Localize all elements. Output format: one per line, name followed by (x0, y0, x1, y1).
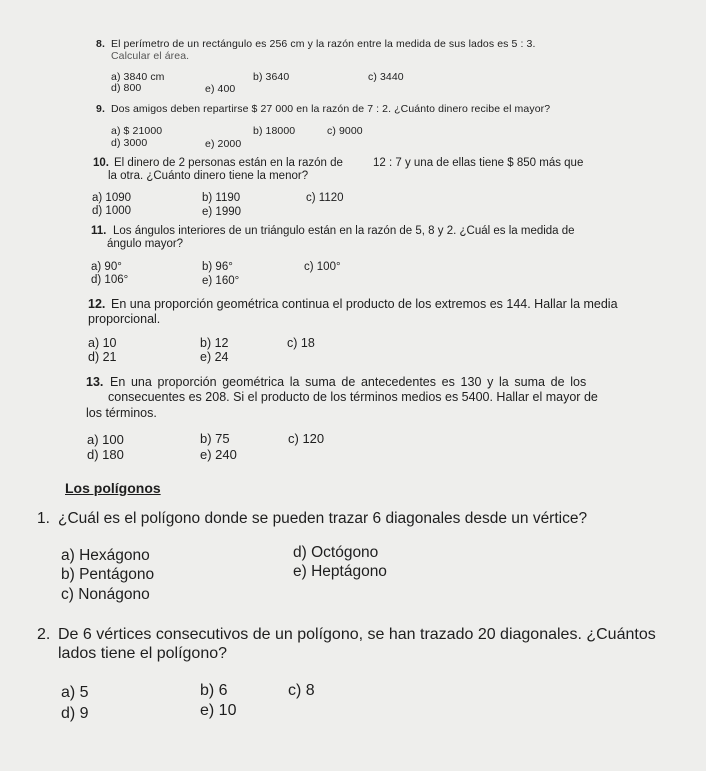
option-c: c) 18 (287, 336, 315, 350)
question-text: los términos. (86, 406, 157, 420)
question-number: 2. (37, 626, 51, 643)
question-text: consecuentes es 208. Si el producto de los términos medios es 5400. Hallar el mayor de (108, 390, 598, 404)
option-b: b) 18000 (253, 125, 296, 137)
option-e: e) 160° (202, 275, 240, 287)
question-number: 13. (86, 375, 104, 389)
option-e: e) 10 (200, 702, 237, 719)
option-d: d) 1000 (92, 205, 132, 217)
option-a: a) 1090 (92, 192, 132, 204)
question-text: El dinero de 2 personas están en la razón de (114, 157, 343, 169)
option-c: c) 1120 (306, 192, 344, 204)
option-c: c) 3440 (368, 71, 404, 83)
option-c: c) 8 (288, 682, 315, 699)
question-text: El perímetro de un rectángulo es 256 cm y la razón entre la medida de sus lados es 5 : 3. (111, 38, 536, 50)
option-c: c) 120 (288, 431, 325, 446)
option-b: b) 75 (200, 431, 230, 446)
option-c: c) 9000 (327, 125, 363, 137)
option-e: e) 240 (200, 447, 237, 462)
question-text: ¿Cuál es el polígono donde se pueden trazar 6 diagonales desde un vértice? (58, 510, 588, 527)
question-text: De 6 vértices consecutivos de un polígono, se han trazado 20 diagonales. ¿Cuántos (58, 626, 656, 643)
question-text: En una proporción geométrica continua el producto de los extremos es 144. Hallar la media (111, 297, 618, 311)
option-e: e) 24 (200, 350, 229, 364)
option-e: e) Heptágono (293, 563, 387, 580)
question-number: 8. (96, 38, 105, 50)
option-b: b) 12 (200, 336, 229, 350)
option-d: d) 106° (91, 274, 129, 286)
option-d: d) 800 (111, 82, 142, 94)
option-d: d) 180 (87, 447, 124, 462)
question-number: 1. (37, 510, 50, 527)
question-text: Dos amigos deben repartirse $ 27 000 en la razón de 7 : 2. ¿Cuánto dinero recibe el mayor? (111, 103, 551, 115)
question-number: 9. (96, 103, 105, 115)
option-b: b) 3640 (253, 71, 290, 83)
question-number: 10. (93, 157, 109, 169)
question-text: Los ángulos interiores de un triángulo están en la razón de 5, 8 y 2. ¿Cuál es la medida de (113, 225, 575, 237)
question-text: ángulo mayor? (107, 238, 184, 250)
section-title: Los polígonos (65, 480, 161, 496)
option-b: b) 6 (200, 682, 228, 699)
option-e: e) 1990 (202, 206, 242, 218)
option-a: a) $ 21000 (111, 125, 163, 137)
option-d: d) Octógono (293, 544, 379, 561)
option-a: a) Hexágono (61, 547, 150, 564)
option-d: d) 9 (61, 705, 89, 722)
option-b: b) 1190 (202, 192, 241, 204)
question-text: la otra. ¿Cuánto dinero tiene la menor? (108, 170, 309, 182)
question-number: 11. (91, 225, 107, 237)
option-b: b) Pentágono (61, 566, 155, 583)
question-text: En una proporción geométrica la suma de antecedentes es 130 y la suma de los (110, 375, 587, 389)
option-a: a) 3840 cm (111, 71, 165, 83)
option-e: e) 2000 (205, 138, 242, 150)
question-text: proporcional. (88, 312, 161, 326)
option-a: a) 5 (61, 684, 89, 701)
option-d: d) 3000 (111, 137, 148, 149)
question-number: 12. (88, 297, 106, 311)
question-text: 12 : 7 y una de ellas tiene $ 850 más que (373, 157, 584, 169)
option-d: d) 21 (88, 350, 117, 364)
option-a: a) 10 (88, 336, 117, 350)
option-b: b) 96° (202, 261, 233, 273)
option-a: a) 90° (91, 261, 122, 273)
question-text: Calcular el área. (111, 50, 190, 62)
question-text: lados tiene el polígono? (58, 645, 228, 662)
option-e: e) 400 (205, 83, 236, 95)
option-a: a) 100 (87, 432, 124, 447)
option-c: c) 100° (304, 261, 341, 273)
option-c: c) Nonágono (61, 586, 150, 603)
